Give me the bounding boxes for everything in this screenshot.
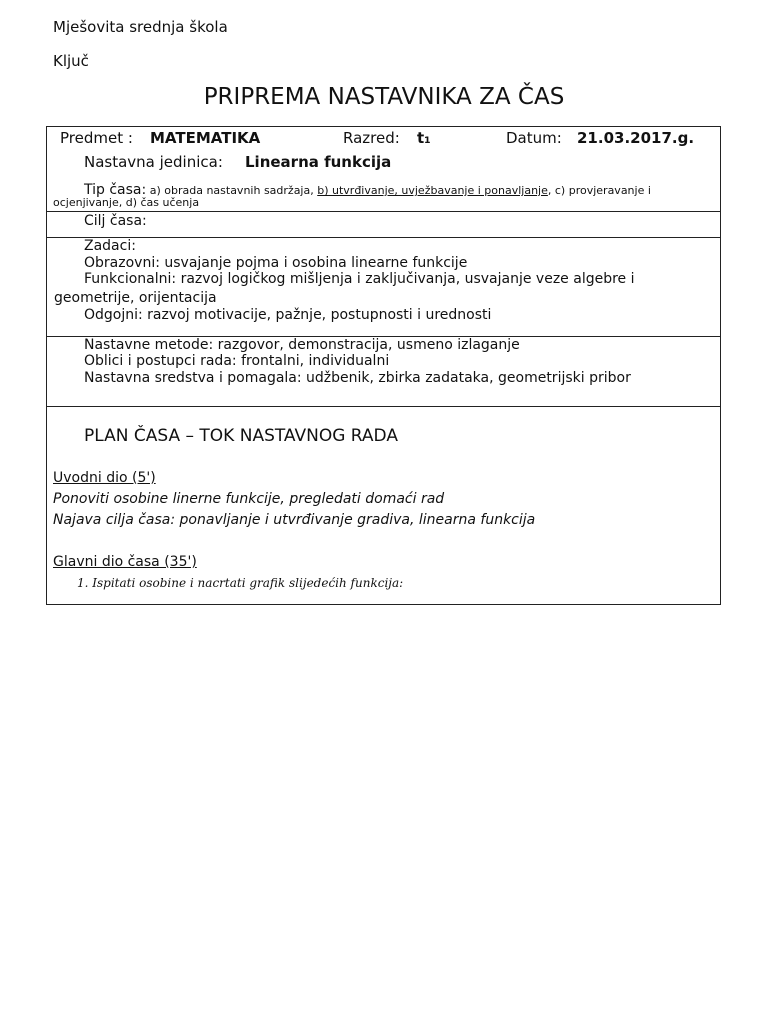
main-item-1: 1. Ispitati osobine i nacrtati grafik slijedećih funkcija: bbox=[77, 576, 404, 590]
intro-section-title: Uvodni dio (5') bbox=[53, 470, 156, 486]
grade-value: t₁ bbox=[417, 129, 431, 147]
lesson-type-a: a) obrada nastavnih sadržaja, bbox=[146, 184, 318, 197]
teaching-tools: Nastavna sredstva i pomagala: udžbenik, zbirka zadataka, geometrijski pribor bbox=[84, 370, 631, 386]
lesson-type-b: b) utvrđivanje, uvježbavanje i ponavljanje bbox=[317, 184, 548, 197]
goal-box bbox=[46, 211, 721, 238]
answer-key-label: Ključ bbox=[53, 52, 89, 70]
unit-label: Nastavna jedinica: bbox=[84, 153, 223, 171]
methods-box bbox=[46, 336, 721, 407]
date-label: Datum: bbox=[506, 129, 562, 147]
intro-line-1: Ponoviti osobine linerne funkcije, pregledati domaći rad bbox=[53, 491, 445, 507]
lesson-type-c: , c) provjeravanje i bbox=[547, 184, 651, 197]
work-forms: Oblici i postupci rada: frontalni, individualni bbox=[84, 353, 390, 369]
tasks-heading: Zadaci: bbox=[84, 238, 136, 254]
educational-task: Obrazovni: usvajanje pojma i osobina linearne funkcije bbox=[84, 255, 468, 271]
lesson-info-box bbox=[46, 126, 721, 212]
lesson-type-label: Tip časa: bbox=[84, 182, 147, 198]
grade-label: Razred: bbox=[343, 129, 400, 147]
school-name: Mješovita srednja škola bbox=[53, 18, 228, 36]
subject-label: Predmet : bbox=[60, 129, 133, 147]
lesson-plan-box bbox=[46, 406, 721, 605]
date-value: 21.03.2017.g. bbox=[577, 129, 695, 147]
plan-heading: PLAN ČASA – TOK NASTAVNOG RADA bbox=[84, 426, 398, 446]
functional-task-continuation: geometrije, orijentacija bbox=[54, 290, 217, 306]
goal-label: Cilj časa: bbox=[84, 213, 147, 229]
upbringing-task: Odgojni: razvoj motivacije, pažnje, postupnosti i urednosti bbox=[84, 307, 492, 323]
lesson-type-continuation: ocjenjivanje, d) čas učenja bbox=[53, 196, 200, 209]
unit-value: Linearna funkcija bbox=[245, 153, 392, 171]
subject-value: MATEMATIKA bbox=[150, 129, 261, 147]
page-title: PRIPREMA NASTAVNIKA ZA ČAS bbox=[203, 84, 565, 110]
main-section-title: Glavni dio časa (35') bbox=[53, 554, 197, 570]
functional-task: Funkcionalni: razvoj logičkog mišljenja i zaključivanja, usvajanje veze algebre i bbox=[84, 271, 635, 287]
teaching-methods: Nastavne metode: razgovor, demonstracija, usmeno izlaganje bbox=[84, 337, 520, 353]
tasks-box bbox=[46, 237, 721, 337]
intro-line-2: Najava cilja časa: ponavljanje i utvrđivanje gradiva, linearna funkcija bbox=[53, 512, 536, 528]
